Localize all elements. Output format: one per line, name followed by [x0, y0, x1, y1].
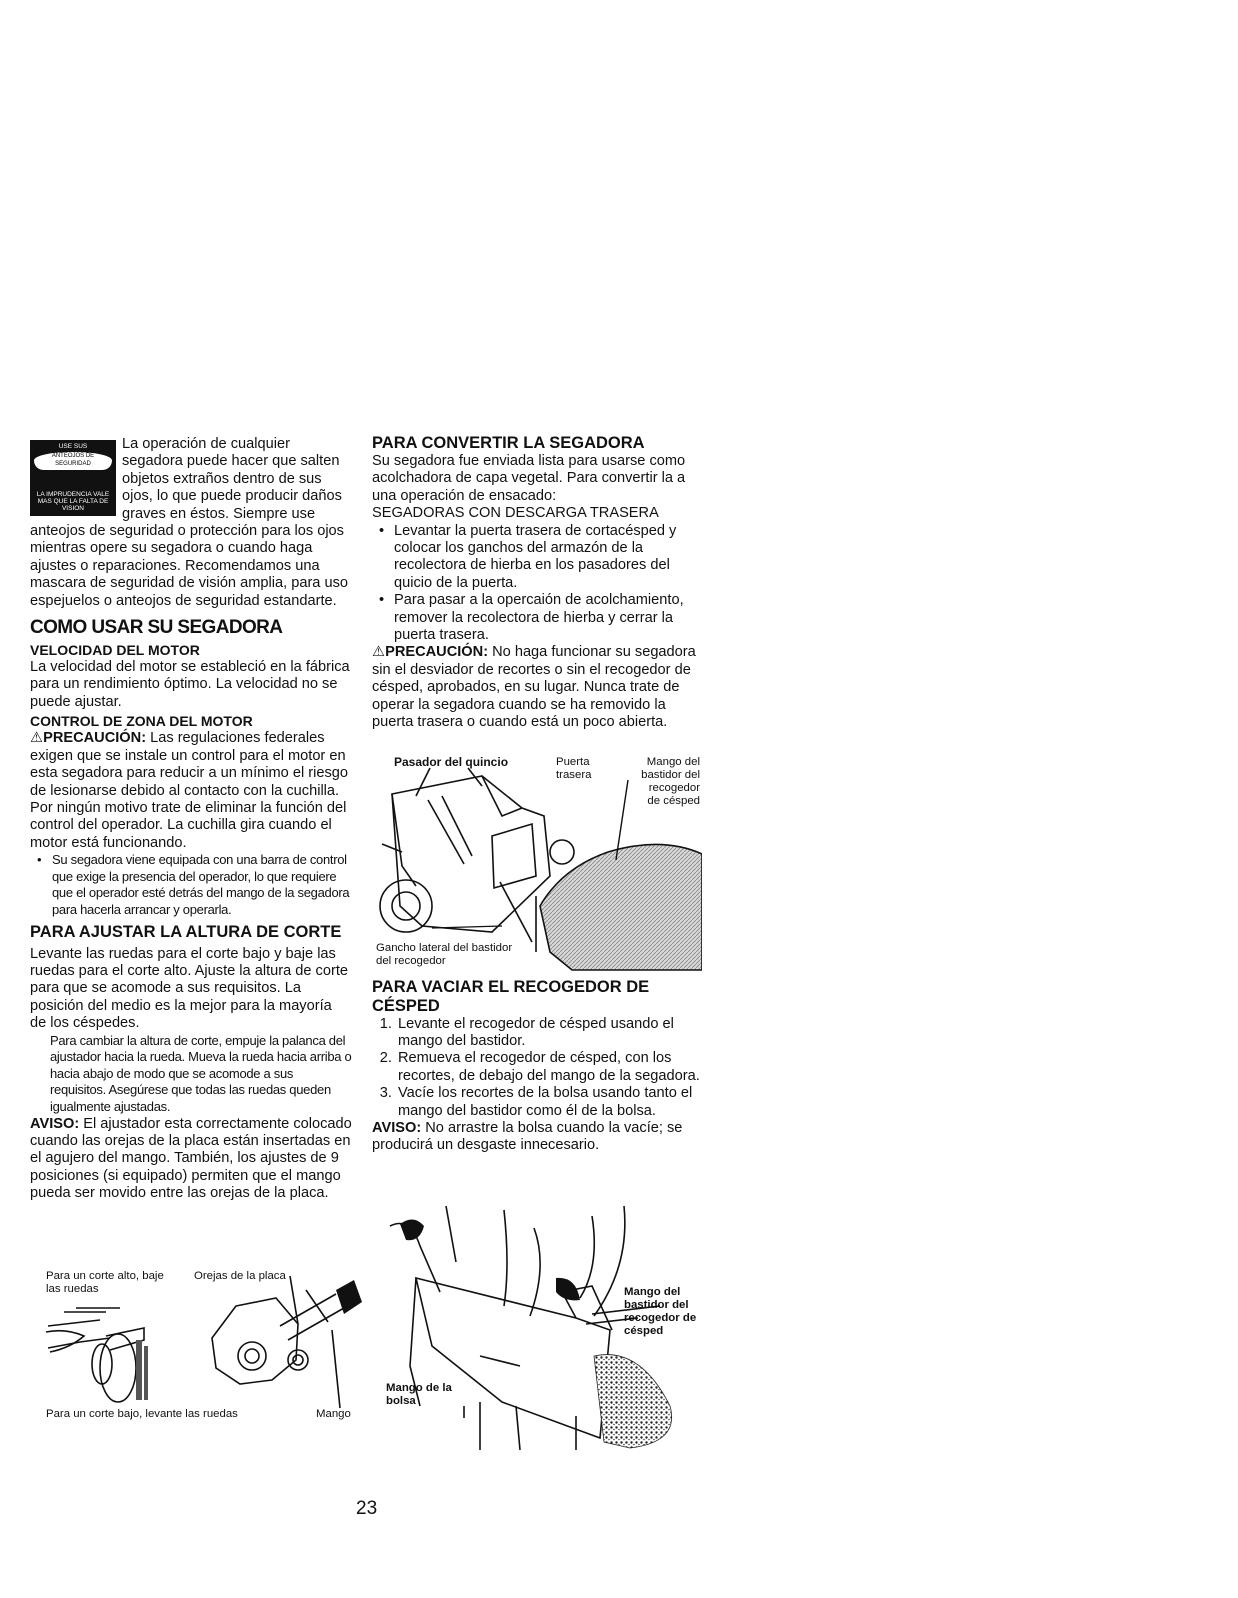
list-item: • Para pasar a la opercaión de acolchamiento, remover la recolectora de hierba y cerrar la puerta trasera.	[394, 592, 702, 644]
list-item: • Su segadora viene equipada con una barra de control que exige la presencia del operador, lo que requiere que el operador esté detrás del mango de la segadora para hacerla arrancar y operarla.	[52, 852, 352, 918]
caption-high-cut: Para un corte alto, baje las ruedas	[46, 1270, 164, 1295]
caption-frame-handle: Mango del bastidor del recogedor de césped	[624, 1286, 697, 1337]
engine-control-text: Las regulaciones federales exigen que se instale un control para el motor en esta segadora para reducir a un mínimo el riesgo de lesionarse debido al contacto con la cuchilla. Por ningún motivo trate de eliminar la función del control del operador. La cuchilla gira cuando el motor está funcionando.	[30, 730, 348, 851]
caution-label: PRECAUCIÓN:	[385, 644, 489, 661]
caption-rear-door: Puerta trasera	[556, 756, 592, 781]
notice-label: AVISO:	[30, 1115, 80, 1132]
list-item: • Levantar la puerta trasera de cortacésped y colocar los ganchos del armazón de la recolectora de hierba en los pasadores del quicio de la puerta.	[394, 523, 702, 593]
rear-door-figure	[372, 756, 702, 976]
caption-side-hook: Gancho lateral del bastidor del recogedor	[376, 942, 513, 967]
safety-intro-text: La operación de cualquier segadora puede hacer que salten objetos extraños dentro de sus ojos, lo que puede producir daños graves en éstos. Siempre use anteojos de seguridad o protección para los ojos mientras opere su segadora o cuando haga ajustes o reparaciones. Recomendamos una mascara de seguridad de visión amplia, para uso espejuelos o anteojos de seguridad estandarte.	[30, 436, 348, 609]
cut-height-title: PARA AJUSTAR LA ALTURA DE CORTE	[30, 922, 342, 941]
engine-control-list	[30, 852, 352, 918]
page-number: 23	[356, 1498, 378, 1519]
engine-control-title: CONTROL DE ZONA DEL MOTOR	[30, 713, 253, 730]
caption-plate-ears: Orejas de la placa	[194, 1270, 286, 1282]
caption-low-cut: Para un corte bajo, levante las ruedas	[46, 1408, 238, 1420]
cut-height-instructions: Para cambiar la altura de corte, empuje la palanca del ajustador hacia la rueda. Mueva la rueda hacia arriba o hacia abajo de modo que se acomode a sus requisitos. Asegúrese que todas las ruedas queden igualmente ajustadas.	[50, 1032, 352, 1114]
convert-title: PARA CONVERTIR LA SEGADORA	[372, 434, 645, 452]
safety-glasses-badge	[30, 440, 116, 516]
convert-list	[372, 523, 702, 645]
wheel-adjuster-illustration	[40, 1268, 370, 1428]
convert-text: Su segadora fue enviada lista para usarse como acolchadora de capa vegetal. Para convertir la a una operación de ensacado:	[372, 453, 686, 504]
empty-bag-notice	[372, 1120, 702, 1155]
badge-band-text: ANTEOJOS DE SEGURIDAD	[51, 453, 95, 467]
badge-top-text: USE SUS	[58, 443, 88, 450]
caution-text: No haga funcionar su segadora sin el desviador de recortes o sin el recogedor de césped, aprobados, en su lugar. Nunca trate de operar la segadora cuando se ha removido la puerta trasera o cuando está un poco abierta.	[372, 644, 696, 731]
caption-bag-handle: Mango de la bolsa	[386, 1382, 452, 1407]
warning-triangle-icon: ⚠	[30, 730, 44, 747]
caption-catcher-handle: Mango del bastidor del recogedor de césped	[641, 756, 700, 807]
caution-label: PRECAUCIÓN:	[43, 730, 147, 747]
cut-height-notice	[30, 1116, 352, 1203]
notice-text: No arrastre la bolsa cuando la vacíe; se producirá un desgaste innecesario.	[372, 1119, 683, 1154]
badge-bottom-text: LA IMPRUDENCIA VALE MAS QUE LA FALTA DE VISION	[36, 491, 110, 512]
notice-text: El ajustador esta correctamente colocado cuando las orejas de la placa están insertadas en el agujero del mango. También, los ajustes de 9 posiciones (si equipado) permiten que el mango pueda ser movido entre las orejas de la placa.	[30, 1115, 352, 1202]
notice-label: AVISO:	[372, 1119, 422, 1136]
convert-caution	[372, 644, 702, 731]
caption-hinge-pin: Pasador del quincio	[394, 755, 509, 769]
engine-control-paragraph	[30, 730, 352, 852]
engine-speed-text: La velocidad del motor se estableció en la fábrica para un rendimiento óptimo. La velocidad no se puede ajustar.	[30, 659, 350, 710]
convert-subtitle: SEGADORAS CON DESCARGA TRASERA	[372, 505, 659, 522]
list-item: 1. Levante el recogedor de césped usando el mango del bastidor.	[396, 1016, 702, 1051]
empty-bag-title: PARA VACIAR EL RECOGEDOR DE CÉSPED	[372, 977, 650, 1015]
glasses-icon	[34, 452, 112, 470]
warning-triangle-icon: ⚠	[372, 644, 386, 661]
empty-bag-steps	[372, 1016, 702, 1120]
main-section-title: COMO USAR SU SEGADORA	[30, 617, 283, 639]
wheel-height-figure	[40, 1268, 370, 1428]
list-item: 3. Vacíe los recortes de la bolsa usando tanto el mango del bastidor como él de la bolsa.	[396, 1085, 702, 1120]
cut-height-text: Levante las ruedas para el corte bajo y baje las ruedas para el corte alto. Ajuste la altura de corte para que se acomode a sus requisitos. La posición del medio es la mejor para la mayoría de los céspedes.	[30, 945, 349, 1032]
left-column	[30, 436, 352, 1203]
caption-handle: Mango	[316, 1408, 351, 1420]
engine-speed-title: VELOCIDAD DEL MOTOR	[30, 642, 200, 659]
empty-bag-figure	[380, 1206, 702, 1450]
list-item: 2. Remueva el recogedor de césped, con los recortes, de debajo del mango de la segadora.	[396, 1050, 702, 1085]
